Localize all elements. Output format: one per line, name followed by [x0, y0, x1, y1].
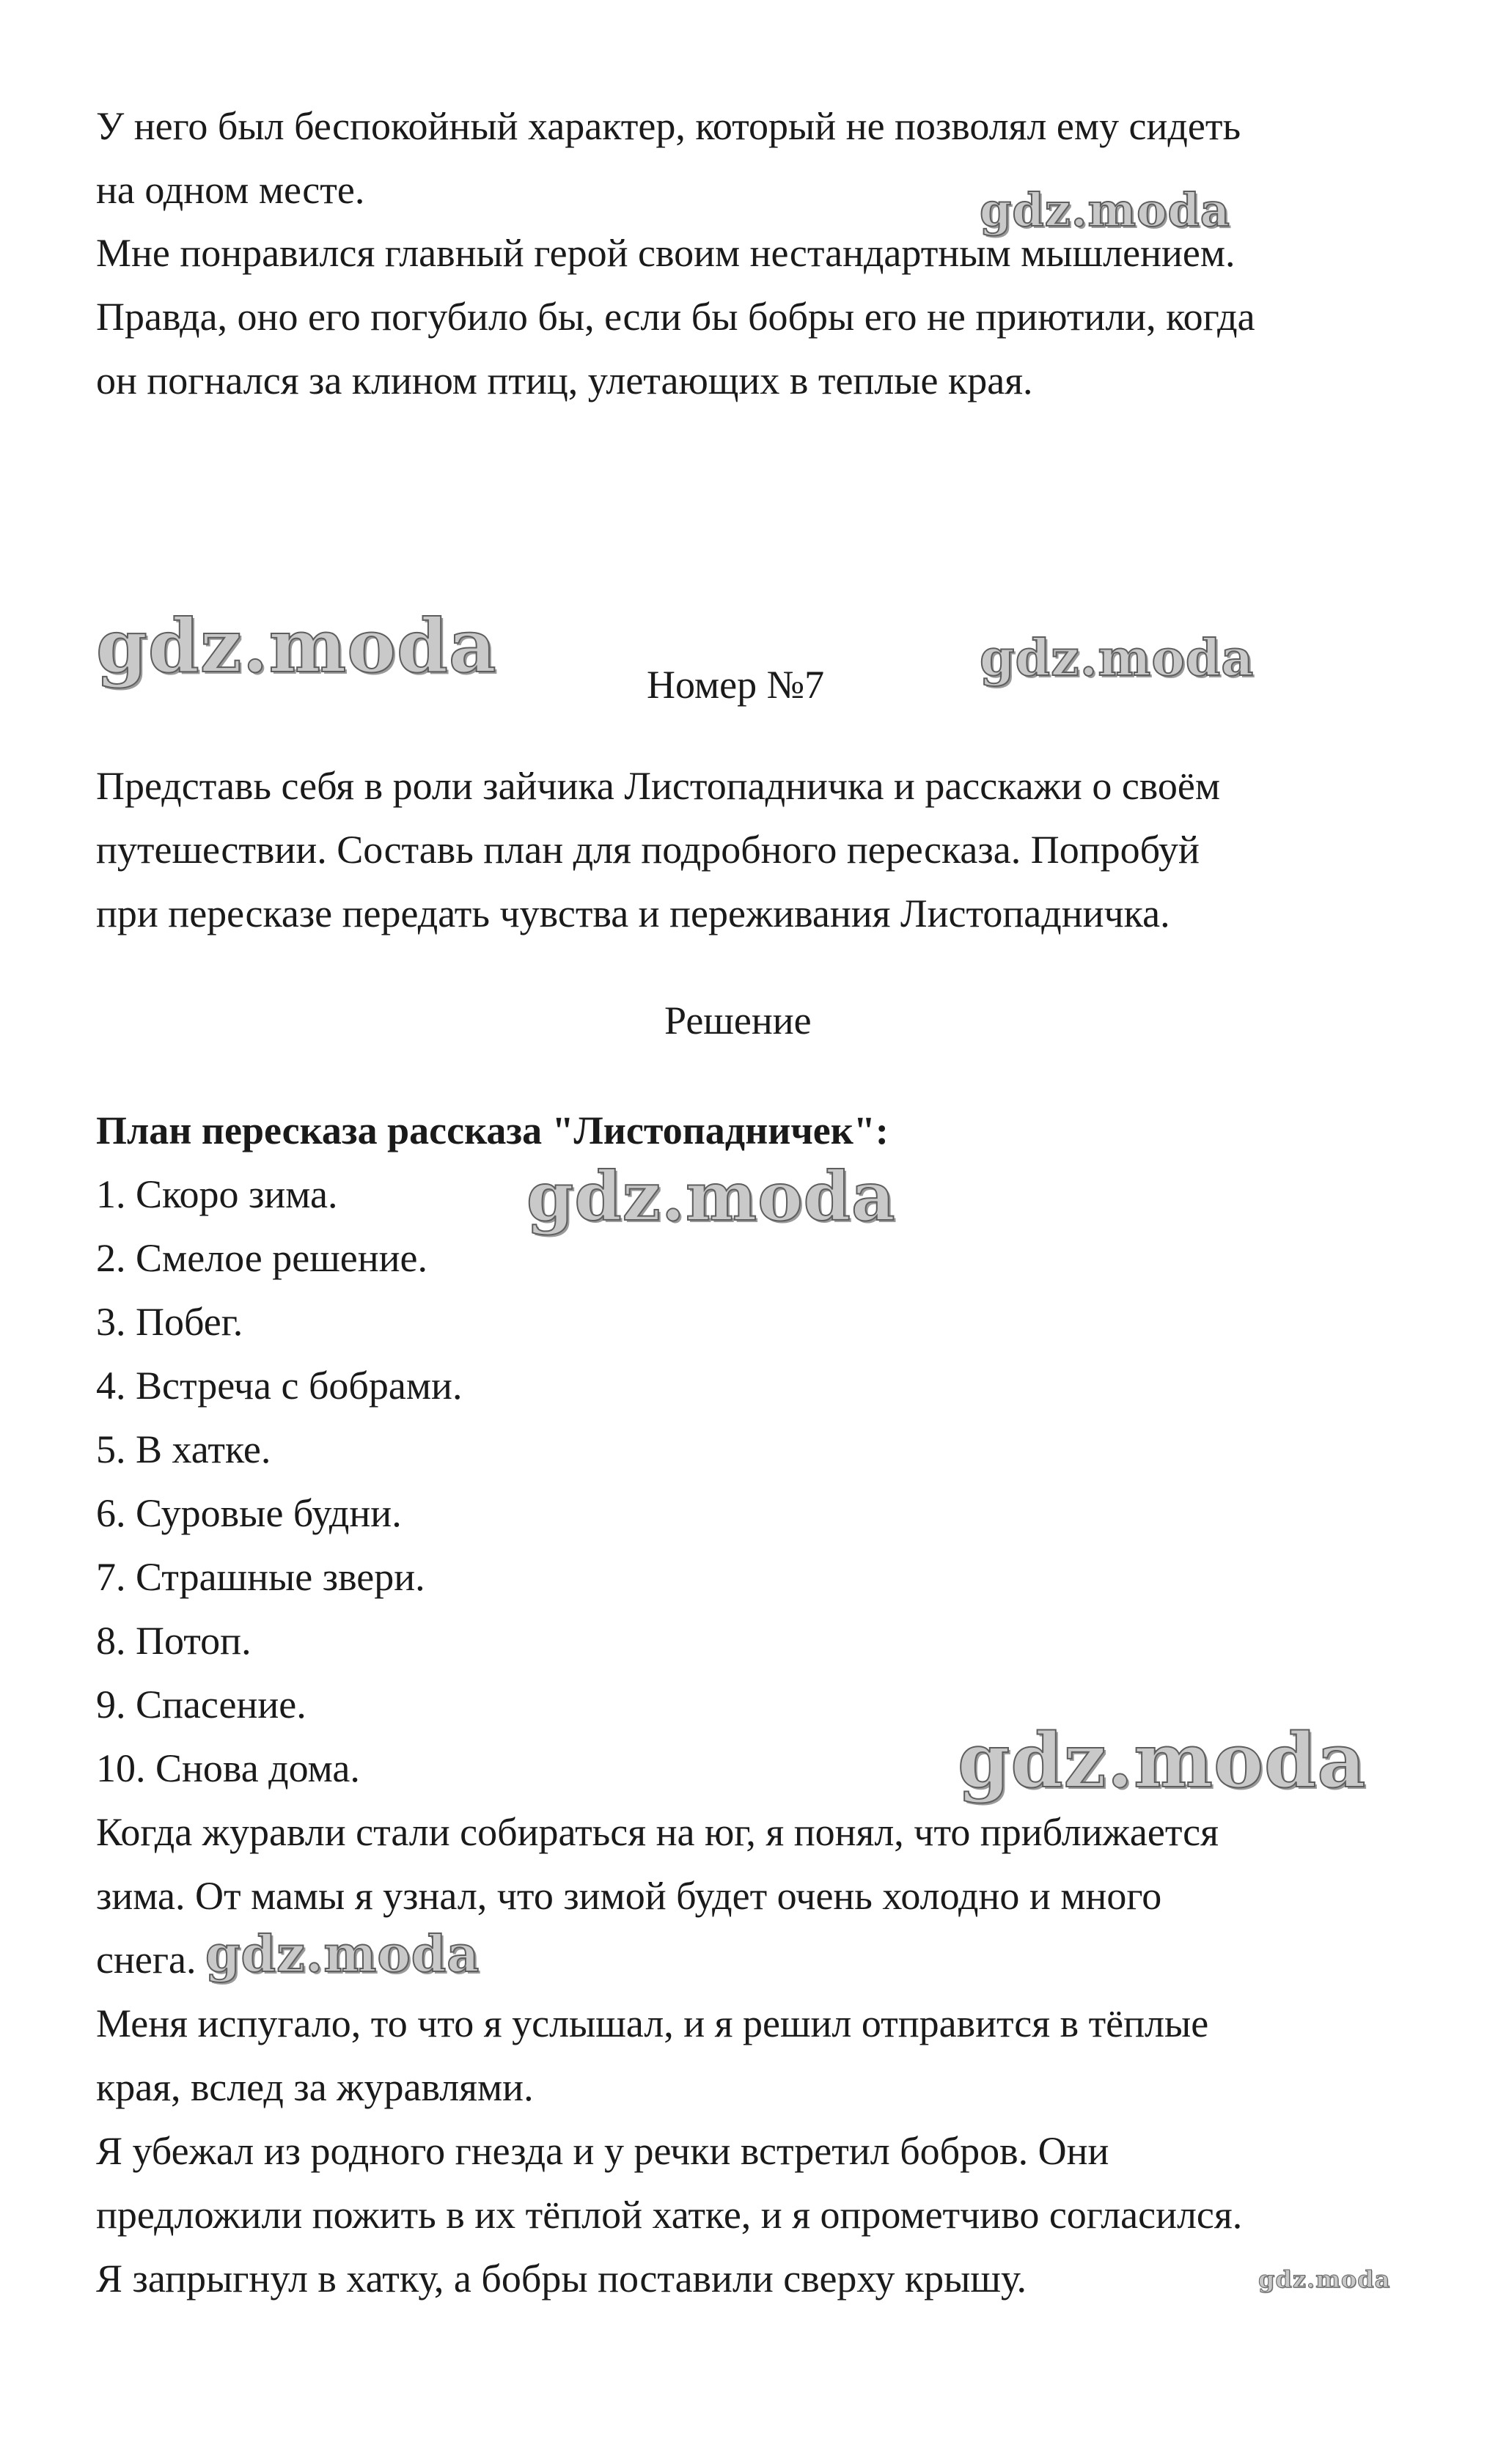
solution-heading: Решение: [664, 999, 812, 1042]
watermark: gdz.moda: [526, 1157, 896, 1236]
plan-item: 10. Снова дома.: [96, 1746, 360, 1790]
plan-item: 6. Суровые будни.: [96, 1491, 402, 1535]
intro-line-4: Правда, оно его погубило бы, если бы бобры его не приютили, когда: [96, 295, 1255, 339]
plan-item: 4. Встреча с бобрами.: [96, 1364, 463, 1408]
task-line-2: путешествии. Составь план для подробного пересказа. Попробуй: [96, 828, 1200, 872]
task-line-1: Представь себя в роли зайчика Листопадничка и расскажи о своём: [96, 764, 1221, 808]
story-line-1: Когда журавли стали собираться на юг, я понял, что приближается: [96, 1810, 1219, 1854]
plan-item: 1. Скоро зима.: [96, 1172, 338, 1216]
intro-line-5: он погнался за клином птиц, улетающих в теплые края.: [96, 358, 1033, 402]
plan-title: План пересказа рассказа "Листопадничек":: [96, 1108, 889, 1152]
intro-line-1: У него был беспокойный характер, который не позволял ему сидеть: [96, 104, 1241, 148]
plan-item: 8. Потоп.: [96, 1619, 252, 1663]
watermark: gdz.moda: [205, 1925, 480, 1984]
task-line-3: при пересказе передать чувства и переживания Листопадничка.: [96, 891, 1170, 935]
plan-item: 9. Спасение.: [96, 1682, 306, 1726]
story-line-4: Меня испугало, то что я услышал, и я решил отправится в тёплые: [96, 2001, 1209, 2045]
story-line-8: Я запрыгнул в хатку, а бобры поставили сверху крышу.: [96, 2257, 1027, 2301]
plan-item: 5. В хатке.: [96, 1427, 271, 1471]
plan-item: 2. Смелое решение.: [96, 1236, 428, 1280]
story-line-2: зима. От мамы я узнал, что зимой будет очень холодно и много: [96, 1874, 1162, 1918]
exercise-heading: Номер №7: [647, 663, 825, 707]
intro-line-3: Мне понравился главный герой своим нестандартным мышлением.: [96, 231, 1236, 275]
plan-item: 3. Побег.: [96, 1300, 243, 1344]
story-line-7: предложили пожить в их тёплой хатке, и я опрометчиво согласился.: [96, 2193, 1243, 2237]
watermark: gdz.moda: [980, 183, 1230, 237]
watermark: gdz.moda: [1258, 2265, 1391, 2293]
story-line-6: Я убежал из родного гнезда и у речки встретил бобров. Они: [96, 2129, 1109, 2173]
watermark: gdz.moda: [96, 603, 497, 689]
watermark: gdz.moda: [980, 629, 1255, 688]
plan-item: 7. Страшные звери.: [96, 1555, 425, 1599]
intro-line-2: на одном месте.: [96, 168, 365, 212]
story-line-3: снега.: [96, 1938, 197, 1982]
story-line-5: края, вслед за журавлями.: [96, 2065, 534, 2109]
watermark: gdz.moda: [958, 1717, 1367, 1805]
